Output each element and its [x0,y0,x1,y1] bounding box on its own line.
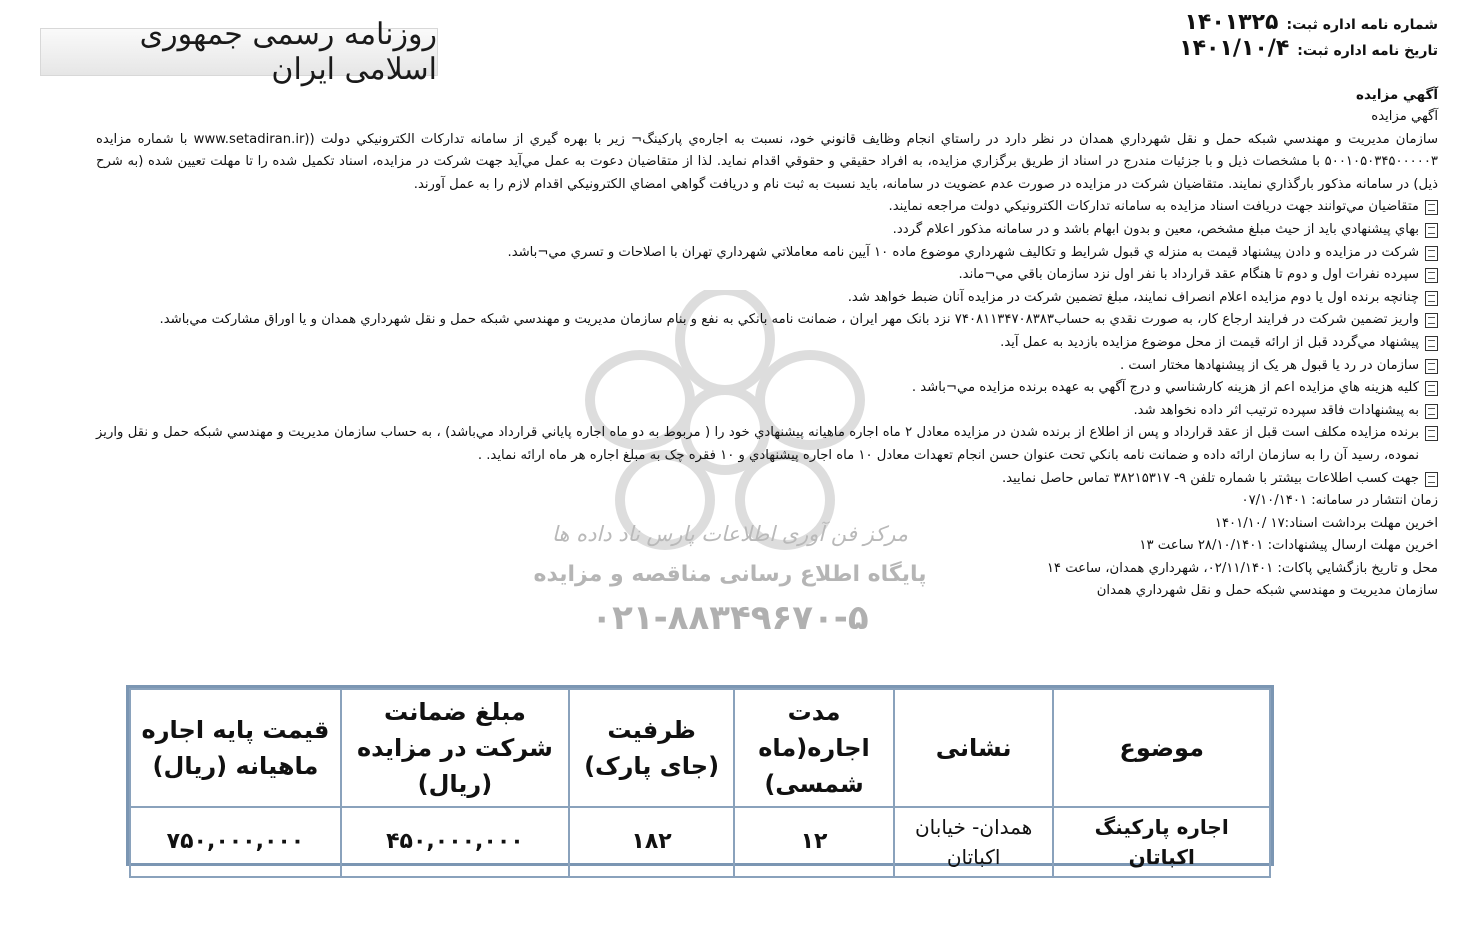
document-deadline: اخرين مهلت برداشت اسناد:۱۷ /۱۴۰۱/۱۰ [1214,515,1438,531]
auction-table [126,685,1274,869]
table-header-row [130,689,1270,807]
list-item-text: به پيشنهادات فاقد سپرده ترتيب اثر داده نخواهد شد. [1133,402,1419,418]
publish-date: زمان انتشار در سامانه: ۰۷/۱۰/۱۴۰۱ [1241,493,1438,509]
notice-title: آگهي مزايده [1356,87,1438,103]
bullet-icon [1425,404,1438,419]
submission-deadline: اخرين مهلت ارسال پيشنهادات: ۲۸/۱۰/۱۴۰۱ ساعت ۱۳ [1139,538,1438,554]
column-header-base-price: قیمت پایه اجاره ماهیانه (ریال) [130,689,341,807]
reg-date-row [1179,36,1438,62]
list-item [96,196,1438,219]
list-item [96,355,1438,378]
watermark-portal: پایگاه اطلاع رسانی مناقصه و مزایده [533,562,927,587]
list-item [96,332,1438,355]
list-item-text: چنانچه برنده اول يا دوم مزايده اعلام انصراف نمايند، مبلغ تضمين شركت در مزايده آنان ضبط خواهد شد. [847,289,1419,305]
list-item [96,287,1438,310]
bullet-icon [1425,223,1438,238]
column-header-address: نشانی [894,689,1054,807]
list-item-text: جهت كسب اطلاعات بيشتر با شماره تلفن ۹- ۳۸۲۱۵۳۱۷ تماس حاصل نماييد. [1001,470,1419,486]
bullet-icon [1425,381,1438,396]
cell-capacity: ۱۸۲ [569,807,734,877]
list-item [96,242,1438,265]
column-header-subject: موضوع [1053,689,1270,807]
registration-info [1179,10,1438,62]
reg-number-label: شماره نامه اداره ثبت: [1286,17,1438,33]
reg-date-value: ۱۴۰۱/۱۰/۴ [1179,36,1290,61]
cell-base-price: ۷۵۰,۰۰۰,۰۰۰ [130,807,341,877]
newspaper-masthead [40,17,438,87]
list-item [96,422,1438,467]
bullet-icon [1425,291,1438,306]
bullet-icon [1425,246,1438,261]
list-item-text: سازمان در رد يا قبول هر يک از پيشنهادها مختار است . [1119,357,1419,373]
bullet-icon [1425,359,1438,374]
watermark-phone: ۰۲۱-۸۸۳۴۹۶۷۰-۵ [591,598,869,638]
list-item-text: بهاي پيشنهادي بايد از حيث مبلغ مشخص، معين و بدون ابهام باشد و در سامانه مذكور اعلام گردد. [892,221,1419,237]
reg-number-row [1179,10,1438,36]
bullet-icon [1425,426,1438,441]
list-item [96,400,1438,423]
opening-info: محل و تاريخ بازگشايي پاكات: ۰۲/۱۱/۱۴۰۱، شهرداري همدان، ساعت ۱۴ [1046,560,1438,576]
bullet-icon [1425,472,1438,487]
bullet-icon [1425,200,1438,215]
bullet-icon [1425,268,1438,283]
list-item [96,264,1438,287]
list-item-text: برنده مزايده مكلف است قبل از عقد قرارداد و پس از اطلاع از برنده شدن در مزايده معادل ۲ ماه اجاره ماهيانه پيشنهادي خود را ( مربوط به دو ماه اجاره پاياني قرارداد مي‌باشد) ، به حساب سازمان مديريت و مهندسي شبکه حمل و نقل واريز نموده، رسيد آن را به سازمان ارائه داده و ضمانت نامه بانكي تحت عنوان حسن انجام تعهدات معادل ۱۰ ماه اجاره پيشنهادي و ۱۰ فقره چک به مبلغ اجاره هر ماه ارائه نمايد. . [96,425,1419,463]
table-row [130,807,1270,877]
bullet-icon [1425,313,1438,328]
cell-subject: اجاره پارکینگ اکباتان [1053,807,1270,877]
watermark-company: مرکز فن آوری اطلاعات پارس ناد داده ها [551,522,909,546]
auction-table-grid [129,688,1271,878]
column-header-guarantee: مبلغ ضمانت شرکت در مزایده (ریال) [341,689,569,807]
list-item [96,468,1438,491]
cell-address: همدان- خیابان اکباتان [894,807,1054,877]
list-item [96,309,1438,332]
issuer-signature: سازمان مديريت و مهندسي شبکه حمل و نقل شهرداري همدان [1096,583,1438,599]
column-header-capacity: ظرفیت (جای پارک) [569,689,734,807]
cell-duration: ۱۲ [734,807,894,877]
list-item-text: سپرده نفرات اول و دوم تا هنگام عقد قرارداد با نفر اول نزد سازمان باقي مي¬ماند. [958,267,1419,283]
column-header-duration: مدت اجاره(ماه شمسی) [734,689,894,807]
list-item-text: متقاضيان مي‌توانند جهت دريافت اسناد مزايده به سامانه تداركات الكترونيكي دولت مراجعه نمايند. [888,199,1419,215]
cell-guarantee: ۴۵۰,۰۰۰,۰۰۰ [341,807,569,877]
list-item-text: واريز تضمين شركت در فرايند ارجاع كار، به صورت نقدي به حساب۷۴۰۸۱۱۳۴۷۰۸۳۸۳ نزد بانک مهر ايران ، ضمانت نامه بانكي به نفع و بنام سازمان مديريت و مهندسي شبکه حمل و نقل شهرداري همدان و يا اوراق مشاركت مي‌باشد. [159,312,1419,328]
reg-number-value: ۱۴۰۱۳۲۵ [1184,10,1279,35]
notice-intro: سازمان مديريت و مهندسي شبکه حمل و نقل شهرداري همدان در نظر دارد در راستاي انجام وظايف قانوني خود، نسبت به اجاره‌ي پارکينگ¬ زير با بهره گيري از سامانه تداركات الكترونيكي دولت ((www.setadiran.ir با شماره مزايده ۵۰۰۱۰۵۰۳۴۵۰۰۰۰۰۳ با مشخصات ذيل و با جزئيات مندرج در اسناد از طريق برگزاري مزايده، به افراد حقيقي و حقوقي اقدام نمايد. لذا از متقاضيان دعوت به عمل مي‌آيد جهت شركت در مزايده، اسناد تكميل شده را تا مهلت تعيين شده (به شرح ذيل) در سامانه مذكور بارگذاري نمايند. متقاضيان شركت در مزايده در صورت عدم عضويت در سامانه، بايد نسبت به ثبت نام و دريافت گواهي امضاي الكترونيكي اقدام لازم را به عمل آورند. [96,131,1438,192]
list-item-text: كليه هزينه هاي مزايده اعم از هزينه كارشناسي و درج آگهي به عهده برنده مزايده مي¬باشد . [911,380,1419,396]
list-item [96,377,1438,400]
masthead-title: روزنامه رسمی جمهوری اسلامی ایران [139,17,437,87]
notice-subtitle: آگهي مزايده [1371,109,1438,124]
notice-body [96,84,1438,603]
list-item-text: پيشنهاد مي‌گردد قبل از ارائه قيمت از محل موضوع مزايده بازديد به عمل آيد. [1000,334,1419,350]
bullet-icon [1425,336,1438,351]
list-item-text: شركت در مزايده و دادن پيشنهاد قيمت به منزله ي قبول شرايط و تكاليف شهرداري موضوع ماده ۱۰ آيين نامه معاملاتي شهرداري تهران با اصلاحات و تسري مي¬باشد. [507,244,1419,260]
list-item [96,219,1438,242]
reg-date-label: تاريخ نامه اداره ثبت: [1297,43,1438,59]
